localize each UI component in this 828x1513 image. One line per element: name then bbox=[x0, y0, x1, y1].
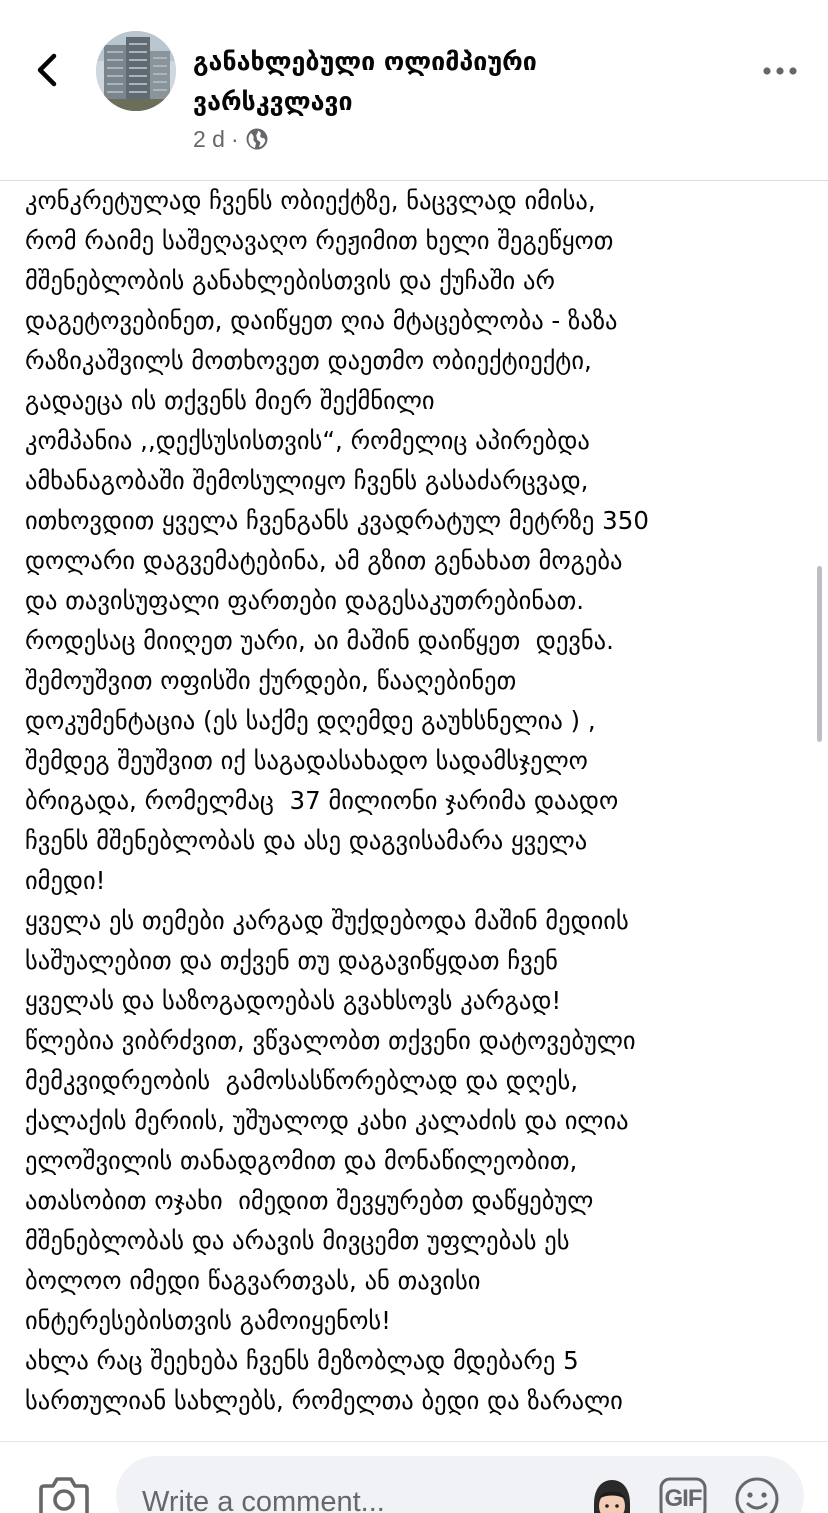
avatar-sticker-icon bbox=[588, 1474, 636, 1513]
post-text-line: შემდეგ შეუშვით იქ საგადასახადო სადამსჯელო bbox=[25, 746, 588, 775]
comment-input[interactable] bbox=[116, 1456, 804, 1513]
more-options-button[interactable] bbox=[760, 56, 800, 86]
post-text-line: კომპანია ,,დექსუსისთვის“, რომელიც აპირებდა bbox=[25, 426, 590, 455]
post-text-line: მშენებლობას და არავის მივცემთ უფლებას ეს bbox=[25, 1226, 570, 1255]
camera-icon bbox=[38, 1474, 90, 1513]
post-text-line: ელოშვილის თანადგომით და მონაწილეობით, bbox=[25, 1146, 578, 1175]
meta-separator: · bbox=[230, 125, 239, 152]
post-text-line: ითხოვდით ყველა ჩვენგანს კვადრატულ მეტრზე 350 bbox=[25, 506, 649, 535]
gif-button[interactable] bbox=[658, 1476, 708, 1513]
page-title[interactable] bbox=[193, 42, 713, 122]
post-text-line: და თავისუფალი ფართები დაგესაკუთრებინათ. bbox=[25, 586, 585, 615]
avatar-sticker-button[interactable] bbox=[588, 1474, 636, 1513]
post-text-line: ყველას და საზოგადოებას გვახსოვს კარგად! bbox=[25, 986, 562, 1015]
post-timestamp[interactable]: 2 d bbox=[193, 125, 225, 152]
back-button[interactable] bbox=[26, 48, 70, 92]
post-text-line: გადაეცა ის თქვენს მიერ შექმნილი bbox=[25, 386, 435, 415]
post-text-line: იმედი! bbox=[25, 866, 106, 895]
post-meta bbox=[193, 122, 269, 156]
gif-label: GIF bbox=[664, 1485, 702, 1512]
emoji-icon bbox=[734, 1476, 780, 1513]
page-avatar[interactable] bbox=[96, 31, 176, 111]
post-text-line: ახლა რაც შეეხება ჩვენს მეზობლად მდებარე 5 bbox=[25, 1346, 579, 1375]
post-text-line: რომ რაიმე საშეღავაღო რეჟიმით ხელი შეგეწყოთ bbox=[25, 226, 614, 255]
comment-bar bbox=[0, 1441, 828, 1513]
page-title-line-2[interactable]: ვარსკვლავი bbox=[193, 87, 353, 116]
page-title-line-1[interactable]: განახლებული ოლიმპიური bbox=[193, 47, 537, 76]
post-text-line: მემკვიდრეობის გამოსასწორებლად და დღეს, bbox=[25, 1066, 579, 1095]
post-text-line: ბრიგადა, რომელმაც 37 მილიონი ჯარიმა დაადო bbox=[25, 786, 619, 815]
globe-icon bbox=[245, 127, 269, 151]
chevron-left-icon bbox=[26, 48, 70, 92]
post-text-line: ყველა ეს თემები კარგად შუქდებოდა მაშინ მედიის bbox=[25, 906, 629, 935]
post-text-line: კონკრეტულად ჩვენს ობიექტზე, ნაცვლად იმისა, bbox=[25, 186, 596, 215]
post-text-line: ქალაქის მერიის, უშუალოდ კახი კალაძის და ილია bbox=[25, 1106, 629, 1135]
building-photo-icon bbox=[96, 31, 176, 111]
post-text-line: წლებია ვიბრძვით, ვწვალობთ თქვენი დატოვებული bbox=[25, 1026, 636, 1055]
emoji-button[interactable] bbox=[734, 1476, 780, 1513]
camera-button[interactable] bbox=[38, 1474, 90, 1513]
more-horizontal-icon bbox=[760, 56, 800, 86]
scrollbar[interactable] bbox=[817, 566, 822, 742]
post-text-line: ბოლოო იმედი წაგვართვას, ან თავისი bbox=[25, 1266, 481, 1295]
post-text-line: დოლარი დაგვემატებინა, ამ გზით გენახათ მოგება bbox=[25, 546, 623, 575]
post-text-line: როდესაც მიიღეთ უარი, აი მაშინ დაიწყეთ დევნა. bbox=[25, 626, 614, 655]
post-text-line: ამხანაგობაში შემოსულიყო ჩვენს გასაძარცვად, bbox=[25, 466, 589, 495]
post-text-line: მშენებლობის განახლებისთვის და ქუჩაში არ bbox=[25, 266, 555, 295]
post-text-line: ინტერესებისთვის გამოიყენოს! bbox=[25, 1306, 391, 1335]
post-header bbox=[0, 0, 828, 181]
post-text-line: სართულიან სახლებს, რომელთა ბედი და ზარალი bbox=[25, 1386, 623, 1415]
post-text-line: საშუალებით და თქვენ თუ დაგავიწყდათ ჩვენ bbox=[25, 946, 558, 975]
post-text-line: დოკუმენტაცია (ეს საქმე დღემდე გაუხსნელია ) , bbox=[25, 706, 596, 735]
post-text-line: შემოუშვით ოფისში ქურდები, წააღებინეთ bbox=[25, 666, 517, 695]
post-text-line: რაზიკაშვილს მოთხოვეთ დაეთმო ობიექტიექტი, bbox=[25, 346, 592, 375]
post-text-line: ათასობით ოჯახი იმედით შევყურებთ დაწყებულ bbox=[25, 1186, 594, 1215]
post-text-line: დაგეტოვებინეთ, დაიწყეთ ღია მტაცებლობა - ზაზა bbox=[25, 306, 618, 335]
post-text-line: ჩვენს მშენებლობას და ასე დაგვისამარა ყველა bbox=[25, 826, 588, 855]
comment-placeholder: Write a comment... bbox=[142, 1486, 385, 1513]
post-body-text bbox=[25, 141, 820, 1439]
